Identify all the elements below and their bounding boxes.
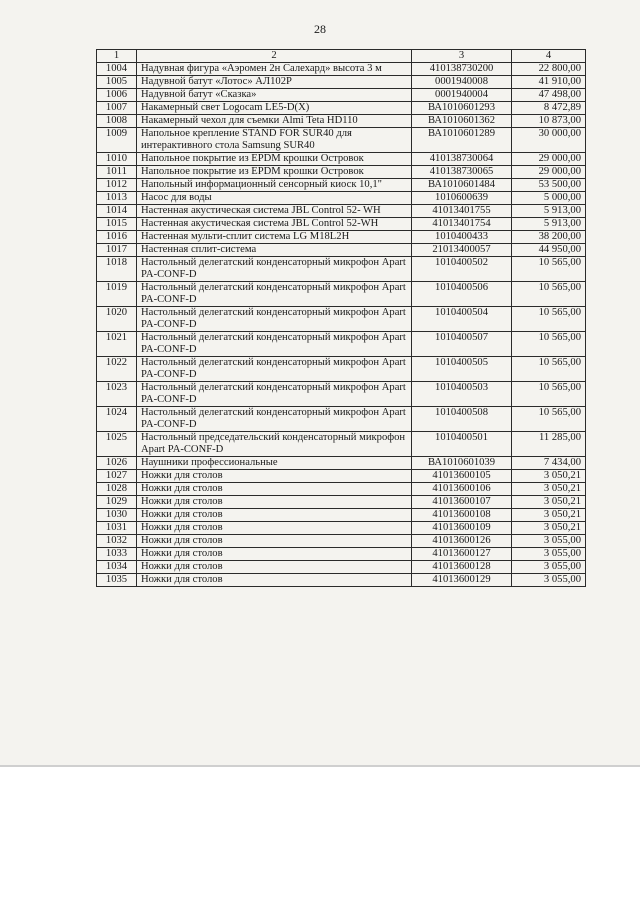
item-price: 3 055,00 (512, 574, 586, 587)
table-row (97, 574, 586, 587)
item-name: Настольный делегатский конденсаторный микрофон Apart PA-CONF-D (137, 382, 412, 407)
column-header-code: 3 (412, 50, 512, 63)
inventory-code: 1010400502 (412, 257, 512, 282)
row-number: 1020 (97, 307, 137, 332)
table-row (97, 470, 586, 483)
item-price: 10 565,00 (512, 382, 586, 407)
row-number: 1030 (97, 509, 137, 522)
row-number: 1006 (97, 89, 137, 102)
table-row (97, 535, 586, 548)
inventory-code: 1010400503 (412, 382, 512, 407)
row-number: 1027 (97, 470, 137, 483)
inventory-code: 41013600109 (412, 522, 512, 535)
item-name: Настольный делегатский конденсаторный микрофон Apart PA-CONF-D (137, 257, 412, 282)
inventory-code: 1010400505 (412, 357, 512, 382)
inventory-code: 1010400433 (412, 231, 512, 244)
item-name: Настольный делегатский конденсаторный микрофон Apart PA-CONF-D (137, 407, 412, 432)
row-number: 1021 (97, 332, 137, 357)
item-price: 44 950,00 (512, 244, 586, 257)
item-price: 10 565,00 (512, 307, 586, 332)
item-name: Насос для воды (137, 192, 412, 205)
item-price: 7 434,00 (512, 457, 586, 470)
inventory-code: ВА1010601293 (412, 102, 512, 115)
item-name: Напольное крепление STAND FOR SUR40 для интерактивного стола Samsung SUR40 (137, 128, 412, 153)
inventory-code: 1010600639 (412, 192, 512, 205)
item-name: Ножки для столов (137, 496, 412, 509)
item-name: Надувной батут «Сказка» (137, 89, 412, 102)
item-price: 3 055,00 (512, 535, 586, 548)
row-number: 1012 (97, 179, 137, 192)
row-number: 1026 (97, 457, 137, 470)
item-price: 29 000,00 (512, 166, 586, 179)
table-row (97, 218, 586, 231)
row-number: 1022 (97, 357, 137, 382)
item-name: Ножки для столов (137, 483, 412, 496)
table-row (97, 63, 586, 76)
row-number: 1032 (97, 535, 137, 548)
item-price: 8 472,89 (512, 102, 586, 115)
table-row (97, 457, 586, 470)
inventory-code: 410138730200 (412, 63, 512, 76)
inventory-code: 41013600128 (412, 561, 512, 574)
item-name: Ножки для столов (137, 574, 412, 587)
inventory-code: 410138730064 (412, 153, 512, 166)
table-row (97, 483, 586, 496)
item-name: Ножки для столов (137, 470, 412, 483)
table-row (97, 307, 586, 332)
row-number: 1028 (97, 483, 137, 496)
inventory-code: 41013600127 (412, 548, 512, 561)
inventory-code: 0001940004 (412, 89, 512, 102)
item-price: 3 055,00 (512, 561, 586, 574)
row-number: 1004 (97, 63, 137, 76)
inventory-code: 41013401754 (412, 218, 512, 231)
item-price: 3 050,21 (512, 470, 586, 483)
item-price: 11 285,00 (512, 432, 586, 457)
inventory-code: ВА1010601039 (412, 457, 512, 470)
item-price: 5 913,00 (512, 218, 586, 231)
item-price: 3 050,21 (512, 509, 586, 522)
table-row (97, 153, 586, 166)
inventory-code: 0001940008 (412, 76, 512, 89)
item-name: Настольный делегатский конденсаторный микрофон Apart PA-CONF-D (137, 282, 412, 307)
row-number: 1018 (97, 257, 137, 282)
table-row (97, 192, 586, 205)
item-name: Настольный делегатский конденсаторный микрофон Apart PA-CONF-D (137, 357, 412, 382)
item-name: Настенная акустическая система JBL Control 52- WH (137, 205, 412, 218)
item-name: Настольный делегатский конденсаторный микрофон Apart PA-CONF-D (137, 307, 412, 332)
item-name: Настольный председательский конденсаторный микрофон Apart PA-CONF-D (137, 432, 412, 457)
item-price: 38 200,00 (512, 231, 586, 244)
inventory-code: 41013600129 (412, 574, 512, 587)
inventory-code: 41013600106 (412, 483, 512, 496)
item-price: 10 565,00 (512, 407, 586, 432)
row-number: 1005 (97, 76, 137, 89)
item-name: Напольное покрытие из EPDM крошки Островок (137, 153, 412, 166)
row-number: 1034 (97, 561, 137, 574)
item-name: Накамерный чехол для съемки Almi Teta HD110 (137, 115, 412, 128)
table-row (97, 282, 586, 307)
inventory-code: 41013401755 (412, 205, 512, 218)
row-number: 1019 (97, 282, 137, 307)
inventory-code: 1010400507 (412, 332, 512, 357)
table-row (97, 407, 586, 432)
row-number: 1024 (97, 407, 137, 432)
item-price: 41 910,00 (512, 76, 586, 89)
table-row (97, 522, 586, 535)
item-name: Настенная сплит-система (137, 244, 412, 257)
inventory-code: 1010400504 (412, 307, 512, 332)
inventory-code: ВА1010601289 (412, 128, 512, 153)
inventory-code: 21013400057 (412, 244, 512, 257)
table-row (97, 76, 586, 89)
row-number: 1033 (97, 548, 137, 561)
item-price: 47 498,00 (512, 89, 586, 102)
table-row (97, 89, 586, 102)
page-number: 28 (314, 22, 326, 36)
item-price: 3 050,21 (512, 522, 586, 535)
row-number: 1008 (97, 115, 137, 128)
row-number: 1009 (97, 128, 137, 153)
item-name: Накамерный свет Logocam LE5-D(X) (137, 102, 412, 115)
table-row (97, 432, 586, 457)
table-header-row (97, 50, 586, 63)
item-price: 3 050,21 (512, 496, 586, 509)
item-name: Напольное покрытие из EPDM крошки Островок (137, 166, 412, 179)
item-name: Ножки для столов (137, 522, 412, 535)
column-header-number: 1 (97, 50, 137, 63)
inventory-code: 41013600105 (412, 470, 512, 483)
table-row (97, 548, 586, 561)
item-price: 10 565,00 (512, 282, 586, 307)
inventory-code: 1010400501 (412, 432, 512, 457)
inventory-code: 41013600108 (412, 509, 512, 522)
item-name: Надувной батут «Лотос» АЛ102Р (137, 76, 412, 89)
item-price: 22 800,00 (512, 63, 586, 76)
item-price: 10 565,00 (512, 332, 586, 357)
row-number: 1035 (97, 574, 137, 587)
item-name: Настольный делегатский конденсаторный микрофон Apart PA-CONF-D (137, 332, 412, 357)
inventory-code: ВА1010601362 (412, 115, 512, 128)
row-number: 1023 (97, 382, 137, 407)
table-row (97, 166, 586, 179)
item-price: 30 000,00 (512, 128, 586, 153)
item-price: 29 000,00 (512, 153, 586, 166)
table-row (97, 357, 586, 382)
table-row (97, 509, 586, 522)
item-price: 10 873,00 (512, 115, 586, 128)
inventory-code: 41013600126 (412, 535, 512, 548)
item-name: Наушники профессиональные (137, 457, 412, 470)
table-row (97, 179, 586, 192)
column-header-name: 2 (137, 50, 412, 63)
inventory-code: 1010400508 (412, 407, 512, 432)
table-row (97, 102, 586, 115)
item-price: 53 500,00 (512, 179, 586, 192)
item-name: Ножки для столов (137, 535, 412, 548)
row-number: 1029 (97, 496, 137, 509)
item-price: 3 050,21 (512, 483, 586, 496)
row-number: 1013 (97, 192, 137, 205)
item-name: Ножки для столов (137, 509, 412, 522)
table-row (97, 205, 586, 218)
inventory-table (96, 49, 586, 587)
item-name: Ножки для столов (137, 561, 412, 574)
row-number: 1031 (97, 522, 137, 535)
row-number: 1016 (97, 231, 137, 244)
row-number: 1011 (97, 166, 137, 179)
item-price: 10 565,00 (512, 257, 586, 282)
table-row (97, 231, 586, 244)
item-price: 5 913,00 (512, 205, 586, 218)
item-name: Ножки для столов (137, 548, 412, 561)
table-row (97, 496, 586, 509)
table-row (97, 332, 586, 357)
row-number: 1007 (97, 102, 137, 115)
item-price: 10 565,00 (512, 357, 586, 382)
item-name: Надувная фигура «Аэромен 2н Салехард» высота 3 м (137, 63, 412, 76)
inventory-code: ВА1010601484 (412, 179, 512, 192)
item-name: Напольный информационный сенсорный киоск 10,1" (137, 179, 412, 192)
row-number: 1014 (97, 205, 137, 218)
inventory-code: 410138730065 (412, 166, 512, 179)
table-row (97, 257, 586, 282)
row-number: 1025 (97, 432, 137, 457)
row-number: 1017 (97, 244, 137, 257)
item-name: Настенная акустическая система JBL Control 52-WH (137, 218, 412, 231)
item-price: 5 000,00 (512, 192, 586, 205)
item-name: Настенная мульти-сплит система LG M18L2H (137, 231, 412, 244)
row-number: 1010 (97, 153, 137, 166)
item-price: 3 055,00 (512, 548, 586, 561)
row-number: 1015 (97, 218, 137, 231)
column-header-price: 4 (512, 50, 586, 63)
inventory-code: 1010400506 (412, 282, 512, 307)
table-row (97, 128, 586, 153)
table-row (97, 382, 586, 407)
table-row (97, 115, 586, 128)
table-row (97, 561, 586, 574)
inventory-code: 41013600107 (412, 496, 512, 509)
table-row (97, 244, 586, 257)
